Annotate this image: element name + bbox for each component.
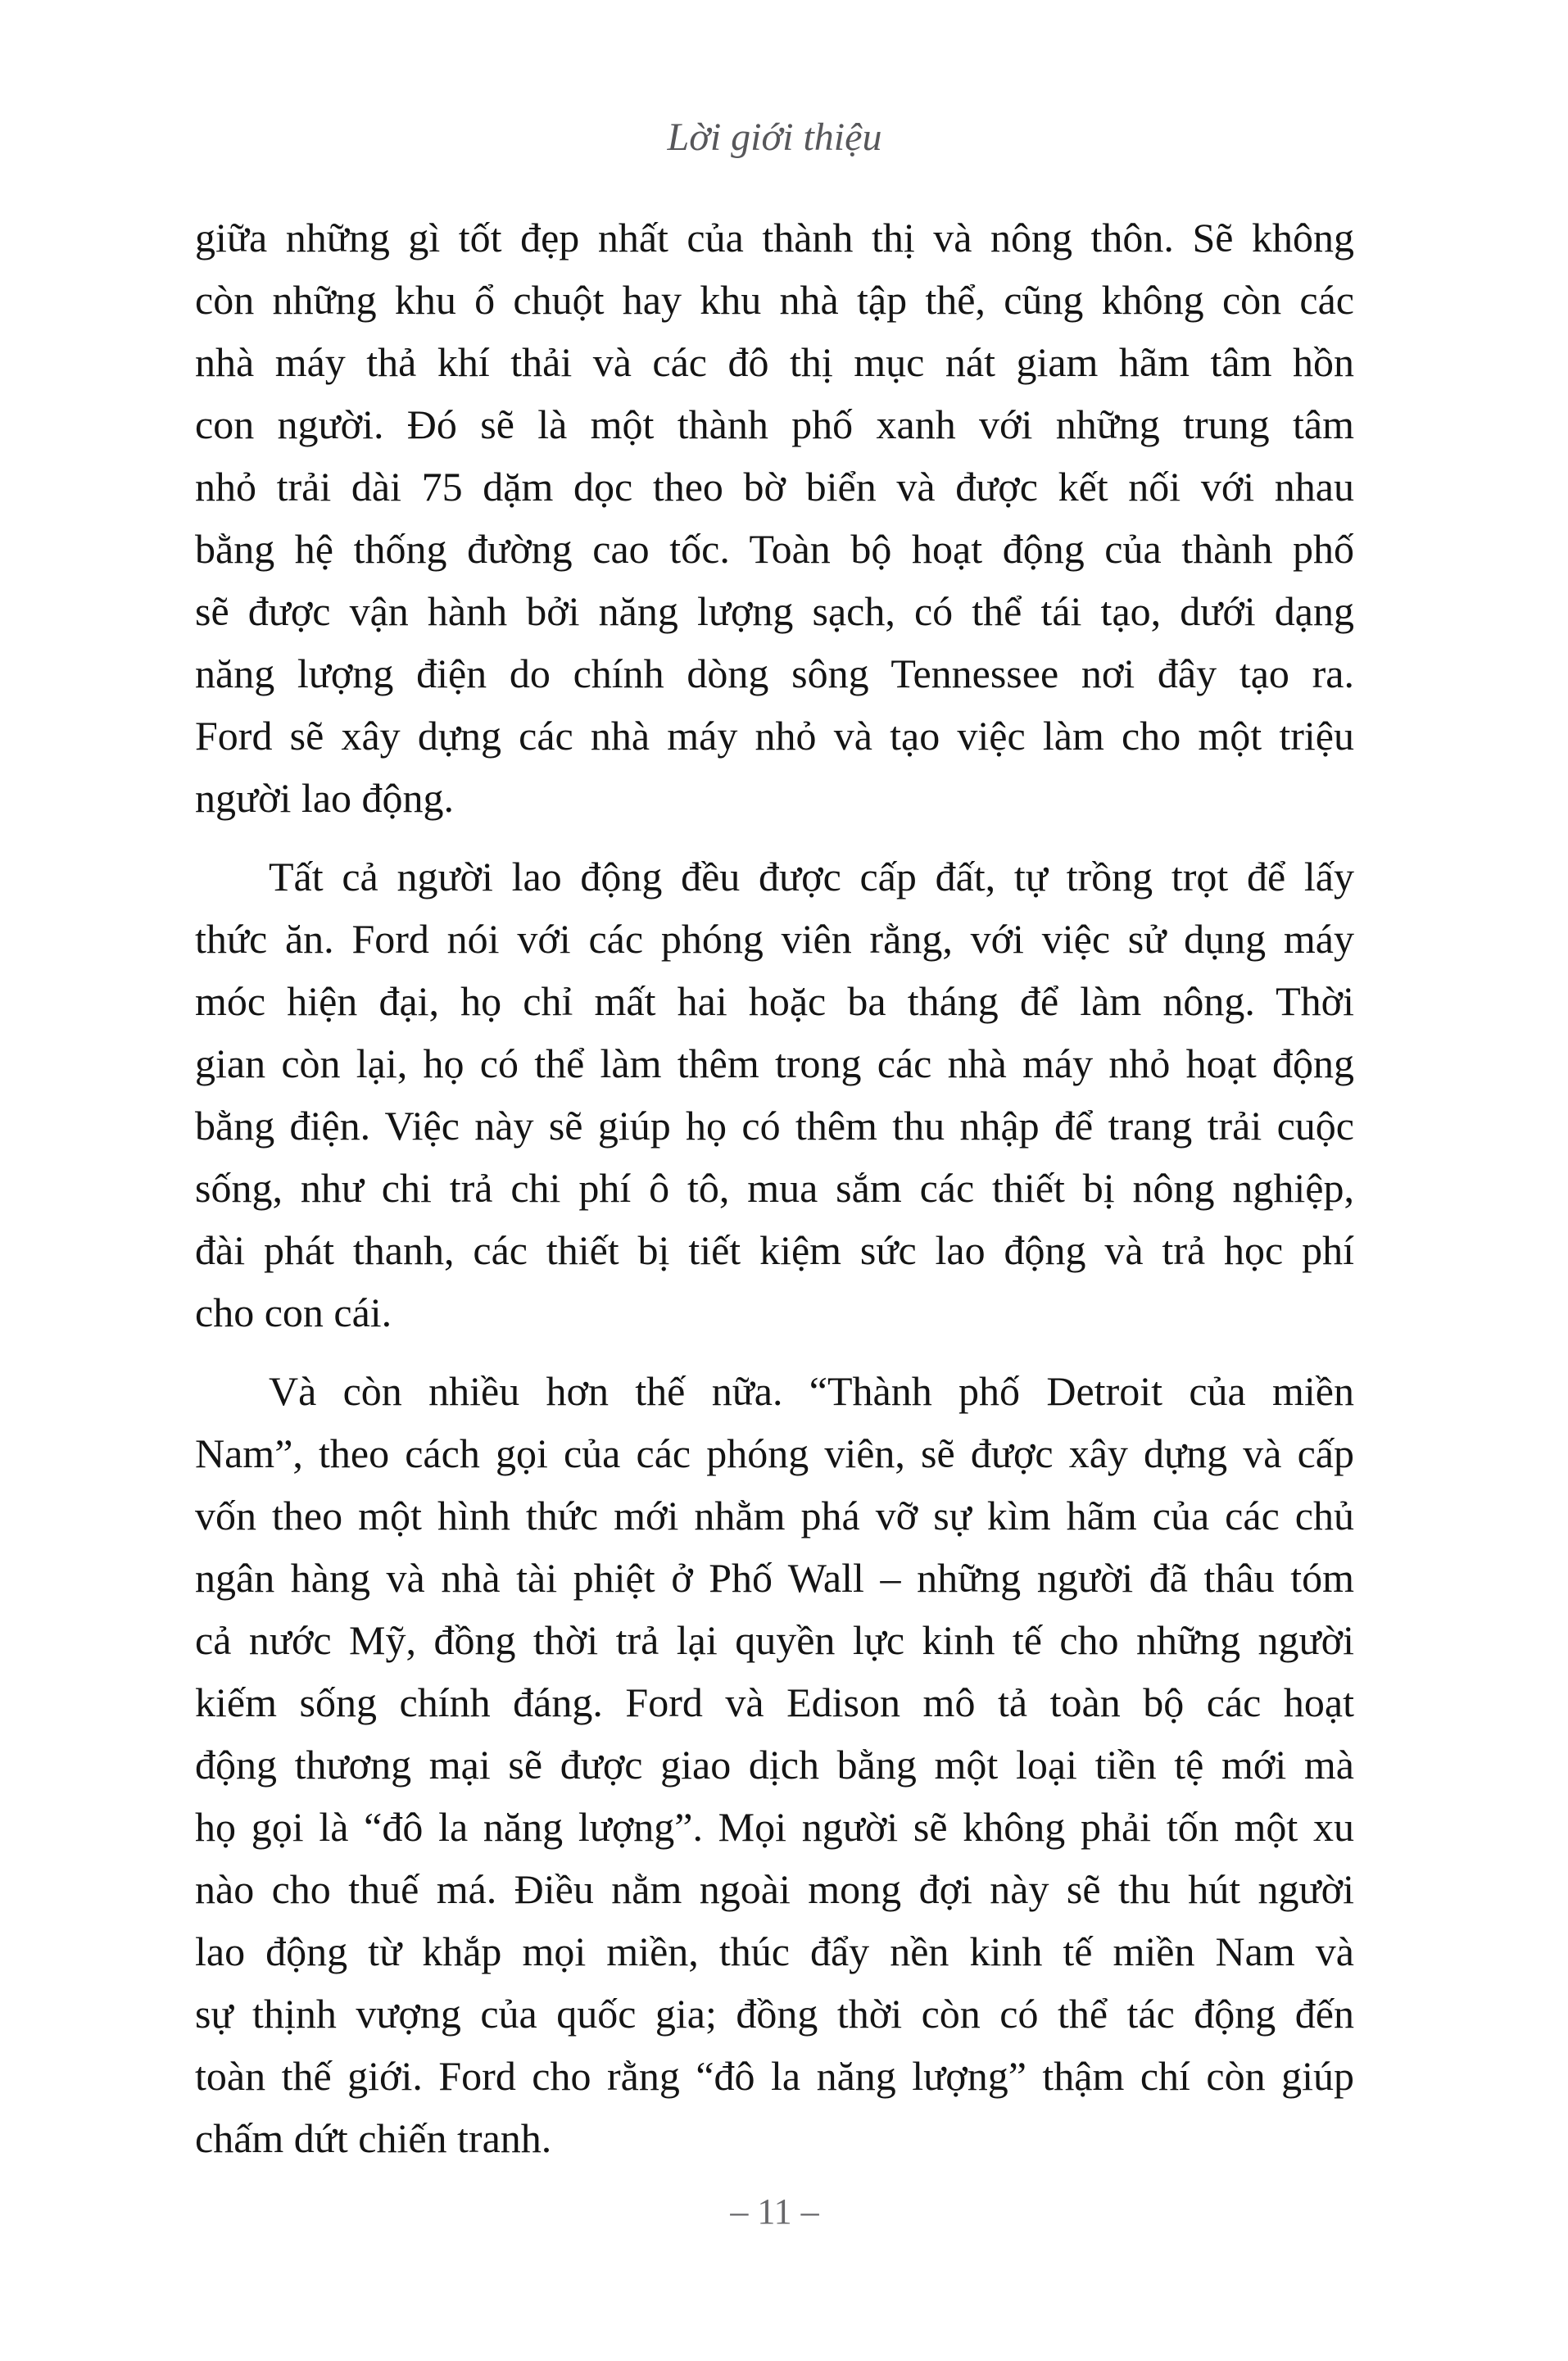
text-line: chấm dứt chiến tranh. <box>195 2115 552 2161</box>
text-line: giữa những gì tốt đẹp nhất của thành thị và nông thôn. Sẽ không <box>195 215 1354 261</box>
page-number: – 11 – <box>730 2191 819 2232</box>
text-line: họ gọi là “đô la năng lượng”. Mọi người sẽ không phải tốn một xu <box>195 1804 1354 1850</box>
text-line: người lao động. <box>195 775 455 821</box>
text-line: cho con cái. <box>195 1289 392 1335</box>
text-line: Ford sẽ xây dựng các nhà máy nhỏ và tạo việc làm cho một triệu <box>195 713 1354 759</box>
text-line: Và còn nhiều hơn thế nữa. “Thành phố Detroit của miền <box>269 1368 1354 1414</box>
text-line: toàn thế giới. Ford cho rằng “đô la năng lượng” thậm chí còn giúp <box>195 2053 1354 2099</box>
paragraph <box>195 845 1354 1344</box>
body-text <box>195 206 1354 2169</box>
text-line: nào cho thuế má. Điều nằm ngoài mong đợi này sẽ thu hút người <box>195 1866 1354 1912</box>
text-line: đài phát thanh, các thiết bị tiết kiệm sức lao động và trả học phí <box>195 1227 1354 1273</box>
text-line: năng lượng điện do chính dòng sông Tennessee nơi đây tạo ra. <box>195 650 1354 696</box>
text-line: nhỏ trải dài 75 dặm dọc theo bờ biển và được kết nối với nhau <box>195 464 1354 510</box>
text-line: động thương mại sẽ được giao dịch bằng một loại tiền tệ mới mà <box>195 1742 1354 1788</box>
text-line: nhà máy thả khí thải và các đô thị mục nát giam hãm tâm hồn <box>195 339 1354 385</box>
paragraph <box>195 1360 1354 2169</box>
text-line: thức ăn. Ford nói với các phóng viên rằng, với việc sử dụng máy <box>195 916 1354 962</box>
text-line: bằng điện. Việc này sẽ giúp họ có thêm thu nhập để trang trải cuộc <box>195 1103 1354 1149</box>
text-line: kiếm sống chính đáng. Ford và Edison mô tả toàn bộ các hoạt <box>195 1679 1354 1725</box>
text-line: gian còn lại, họ có thể làm thêm trong các nhà máy nhỏ hoạt động <box>195 1040 1354 1086</box>
text-line: còn những khu ổ chuột hay khu nhà tập thể, cũng không còn các <box>195 277 1354 323</box>
text-line: sống, như chi trả chi phí ô tô, mua sắm các thiết bị nông nghiệp, <box>195 1165 1354 1211</box>
text-line: cả nước Mỹ, đồng thời trả lại quyền lực kinh tế cho những người <box>195 1617 1354 1663</box>
text-line: vốn theo một hình thức mới nhằm phá vỡ sự kìm hãm của các chủ <box>195 1493 1354 1539</box>
running-header: Lời giới thiệu <box>667 116 882 159</box>
text-line: lao động từ khắp mọi miền, thúc đẩy nền kinh tế miền Nam và <box>195 1928 1354 1974</box>
text-line: sự thịnh vượng của quốc gia; đồng thời còn có thể tác động đến <box>195 1991 1354 2037</box>
text-line: sẽ được vận hành bởi năng lượng sạch, có thể tái tạo, dưới dạng <box>195 588 1354 634</box>
text-line: Tất cả người lao động đều được cấp đất, tự trồng trọt để lấy <box>269 854 1354 900</box>
paragraph <box>195 206 1354 829</box>
text-line: móc hiện đại, họ chỉ mất hai hoặc ba tháng để làm nông. Thời <box>195 978 1354 1024</box>
text-line: con người. Đó sẽ là một thành phố xanh với những trung tâm <box>195 401 1354 447</box>
text-line: Nam”, theo cách gọi của các phóng viên, sẽ được xây dựng và cấp <box>195 1430 1354 1476</box>
text-line: ngân hàng và nhà tài phiệt ở Phố Wall – những người đã thâu tóm <box>195 1555 1354 1601</box>
text-line: bằng hệ thống đường cao tốc. Toàn bộ hoạt động của thành phố <box>195 526 1354 572</box>
